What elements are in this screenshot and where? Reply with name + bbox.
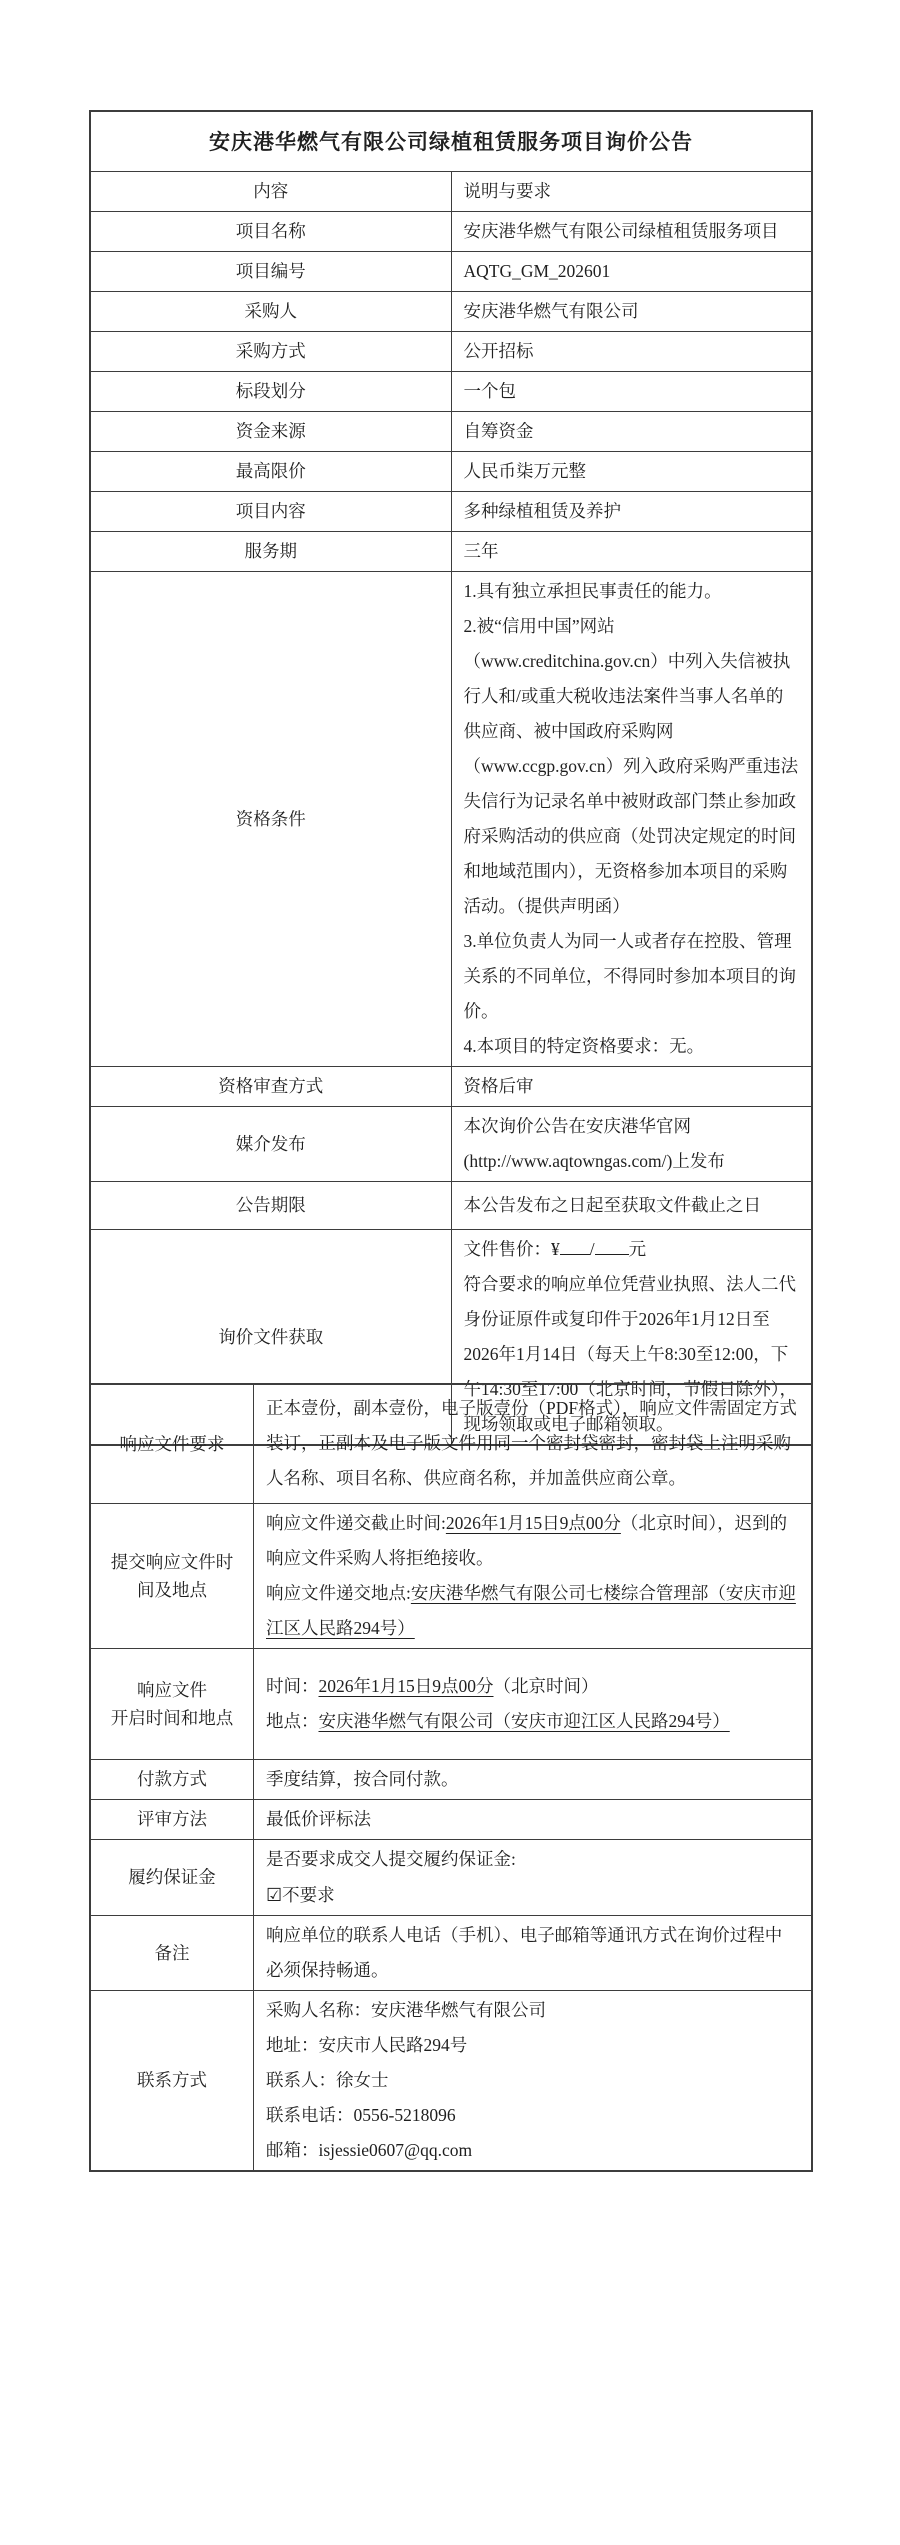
row-value: 自筹资金 [451,411,812,451]
time-value: 2026年1月15日9点00分 [318,1675,494,1696]
opening-time [266,1669,799,1704]
table-row-bond [90,1839,812,1915]
table-row [90,171,812,211]
row-value [254,1503,813,1648]
table-row [90,1106,812,1181]
row-value: AQTG_GM_202601 [451,251,812,291]
table-row [90,331,812,371]
row-label-line: 响应文件 [137,1679,207,1700]
deadline-prefix: 响应文件递交截止时间: [266,1512,446,1533]
price-blank [560,1236,590,1255]
bond-answer-line [266,1877,799,1913]
row-label: 资格条件 [90,571,451,1066]
table-row [90,531,812,571]
price-slash: / [589,1238,595,1259]
price-suffix: 元 [628,1238,647,1259]
column-header-desc: 说明与要求 [451,171,812,211]
contact-line: 联系电话：0556-5218096 [266,2104,456,2125]
row-value [254,1990,813,2171]
table-row [90,1759,812,1799]
row-label: 履约保证金 [90,1839,254,1915]
row-label: 响应文件要求 [90,1384,254,1503]
table-row [90,451,812,491]
row-value: 安庆港华燃气有限公司绿植租赁服务项目 [451,211,812,251]
bond-answer: 不要求 [282,1884,335,1905]
opening-place [266,1704,799,1739]
row-value [451,571,812,1066]
row-label: 资金来源 [90,411,451,451]
table-row [90,291,812,331]
deadline-suffix: （北京时间），迟到的响应文件采购人将拒绝接收。 [266,1512,788,1568]
qualification-item: 1.具有独立承担民事责任的能力。 [463,580,722,601]
time-prefix: 时间： [266,1675,319,1696]
row-label: 项目内容 [90,491,451,531]
time-suffix: （北京时间） [493,1675,599,1696]
column-header-content: 内容 [90,171,451,211]
price-blank [595,1236,629,1255]
row-value: 一个包 [451,371,812,411]
table-row [90,1066,812,1106]
place-value: 安庆港华燃气有限公司七楼综合管理部（安庆市迎江区人民路294号） [266,1582,796,1638]
checked-checkbox-icon: ☑ [266,1884,283,1905]
row-value: 季度结算，按合同付款。 [254,1759,813,1799]
row-label: 标段划分 [90,371,451,411]
table-row [90,1384,812,1503]
row-label: 资格审查方式 [90,1066,451,1106]
row-label: 服务期 [90,531,451,571]
price-prefix: 文件售价：¥ [463,1238,560,1259]
table-row-contact [90,1990,812,2171]
table-row [90,1799,812,1839]
submission-deadline [266,1506,799,1576]
row-label: 项目名称 [90,211,451,251]
row-label: 联系方式 [90,1990,254,2171]
table-row [90,111,812,171]
qualification-item: 3.单位负责人为同一人或者存在控股、管理关系的不同单位，不得同时参加本项目的询价。 [463,930,796,1021]
row-label: 评审方法 [90,1799,254,1839]
contact-line: 采购人名称：安庆港华燃气有限公司 [266,1999,546,2020]
row-label: 项目编号 [90,251,451,291]
row-value: 正本壹份，副本壹份，电子版壹份（PDF格式），响应文件需固定方式装订，正副本及电子版文件用同一个密封袋密封，密封袋上注明采购人名称、项目名称、供应商名称，并加盖供应商公章。 [254,1384,813,1503]
row-label [90,1648,254,1759]
row-label: 媒介发布 [90,1106,451,1181]
row-value: 本公告发布之日起至获取文件截止之日 [451,1181,812,1229]
row-value: 本次询价公告在安庆港华官网(http://www.aqtowngas.com/)上发布 [451,1106,812,1181]
table-row-qualification [90,571,812,1066]
response-table [89,1383,813,2172]
row-value: 公开招标 [451,331,812,371]
row-label: 采购方式 [90,331,451,371]
contact-line: 地址：安庆市人民路294号 [266,2034,468,2055]
row-value: 人民币柒万元整 [451,451,812,491]
table-row [90,491,812,531]
deadline-value: 2026年1月15日9点00分 [445,1512,621,1533]
row-label: 公告期限 [90,1181,451,1229]
table-row-submission [90,1503,812,1648]
table-row [90,411,812,451]
table-row [90,1915,812,1990]
row-label: 提交响应文件时间及地点 [90,1503,254,1648]
row-value [254,1839,813,1915]
contact-line: 邮箱：isjessie0607@qq.com [266,2139,473,2160]
table-row [90,251,812,291]
row-label: 付款方式 [90,1759,254,1799]
doc-price-line [464,1232,800,1267]
page-title: 安庆港华燃气有限公司绿植租赁服务项目询价公告 [90,111,812,171]
qualification-item: 2.被“信用中国”网站（www.creditchina.gov.cn）中列入失信被执行人和/或重大税收违法案件当事人名单的供应商、被中国政府采购网（www.ccgp.gov.cn）列入政府采购严重违法失信行为记录名单中被财政部门禁止参加政府采购活动的供应商（处罚决定规定的时间和地域范围内），无资格参加本项目的采购活动。（提供声明函） [463,615,799,916]
place-prefix: 响应文件递交地点: [266,1582,411,1603]
qualification-item: 4.本项目的特定资格要求：无。 [463,1035,705,1056]
table-row [90,211,812,251]
place-prefix: 地点： [266,1710,319,1731]
announcement-table [89,110,813,1446]
row-label: 询价文件获取 [90,1229,451,1445]
row-value: 最低价评标法 [254,1799,813,1839]
table-row [90,371,812,411]
contact-line: 联系人：徐女士 [266,2069,389,2090]
table-row-opening [90,1648,812,1759]
row-value: 三年 [451,531,812,571]
row-value: 安庆港华燃气有限公司 [451,291,812,331]
place-value: 安庆港华燃气有限公司（安庆市迎江区人民路294号） [318,1710,730,1731]
row-label: 备注 [90,1915,254,1990]
doc-obtain-desc: 符合要求的响应单位凭营业执照、法人二代身份证原件或复印件于2026年1月12日至2026年1月14日（每天上午8:30至12:00，下午14:30至17:00（北京时间，节假日除外），现场领取或电子邮箱领取。 [463,1273,797,1434]
row-label: 采购人 [90,291,451,331]
bond-question: 是否要求成交人提交履约保证金: [266,1848,516,1869]
row-value: 多种绿植租赁及养护 [451,491,812,531]
row-label-line: 开启时间和地点 [110,1707,234,1728]
row-value [254,1648,813,1759]
submission-place [266,1576,799,1646]
table-row [90,1181,812,1229]
row-value: 响应单位的联系人电话（手机）、电子邮箱等通讯方式在询价过程中必须保持畅通。 [254,1915,813,1990]
row-value: 资格后审 [451,1066,812,1106]
row-label: 最高限价 [90,451,451,491]
